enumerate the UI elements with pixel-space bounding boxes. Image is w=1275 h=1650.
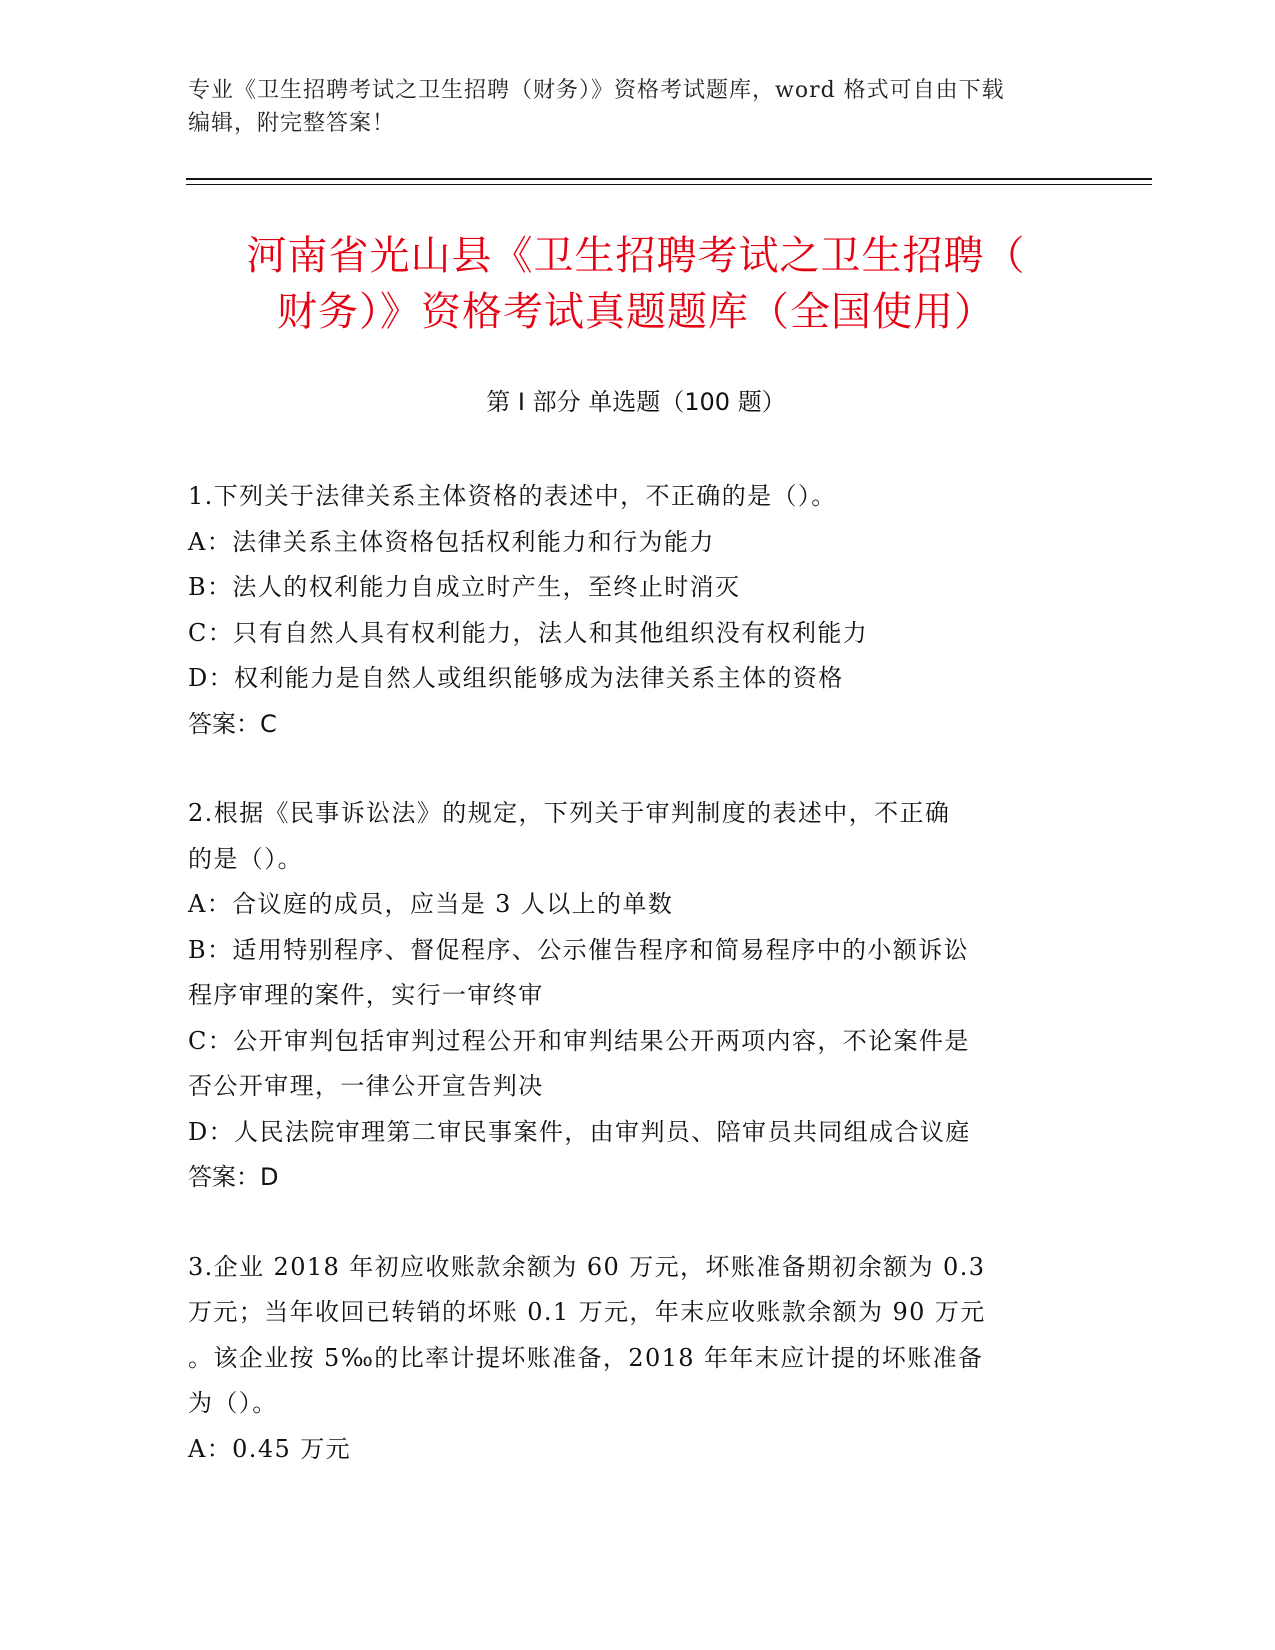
option-d: D：权利能力是自然人或组织能够成为法律关系主体的资格 — [188, 664, 844, 692]
option-b: B：法人的权利能力自成立时产生，至终止时消灭 — [188, 573, 741, 601]
question-stem-continued: 为（）。 — [188, 1389, 278, 1417]
question-stem-continued: 的是（）。 — [188, 844, 303, 873]
option-c: C：只有自然人具有权利能力，法人和其他组织没有权利能力 — [188, 618, 869, 647]
header-divider-thin — [186, 184, 1152, 185]
question-2 — [188, 791, 1068, 1201]
answer: 答案：C — [188, 709, 277, 738]
option-a: A：0.45 万元 — [188, 1434, 351, 1463]
question-stem: 3.企业 2018 年初应收账款余额为 60 万元，坏账准备期初余额为 0.3 — [188, 1252, 986, 1281]
option-a: A：法律关系主体资格包括权利能力和行为能力 — [188, 527, 715, 556]
header-note-line-2: 编辑，附完整答案！ — [188, 111, 396, 136]
option-c-continued: 否公开审理，一律公开宣告判决 — [188, 1072, 544, 1100]
question-3 — [188, 1245, 1068, 1473]
question-list — [188, 474, 1068, 1516]
option-d: D：人民法院审理第二审民事案件，由审判员、陪审员共同组成合议庭 — [188, 1117, 971, 1146]
document-title-line-1: 河南省光山县《卫生招聘考试之卫生招聘（ — [246, 233, 1026, 279]
header-note — [188, 74, 1068, 140]
section-title: 第 I 部分 单选题（100 题） — [486, 388, 786, 416]
question-1 — [188, 474, 1068, 747]
header-note-line-1: 专业《卫生招聘考试之卫生招聘（财务）》资格考试题库，word 格式可自由下载 — [188, 78, 1005, 103]
document-title — [186, 228, 1086, 340]
answer: 答案：D — [188, 1163, 279, 1191]
question-stem-continued: 。该企业按 5‰的比率计提坏账准备，2018 年年末应计提的坏账准备 — [188, 1343, 984, 1372]
question-stem: 1.下列关于法律关系主体资格的表述中，不正确的是（）。 — [188, 482, 837, 510]
option-b: B：适用特别程序、督促程序、公示催告程序和简易程序中的小额诉讼 — [188, 935, 970, 964]
option-a: A：合议庭的成员，应当是 3 人以上的单数 — [188, 890, 674, 918]
question-stem: 2.根据《民事诉讼法》的规定，下列关于审判制度的表述中，不正确 — [188, 799, 951, 827]
question-stem-continued: 万元；当年收回已转销的坏账 0.1 万元，年末应收账款余额为 90 万元 — [188, 1298, 986, 1326]
header-divider-thick — [186, 178, 1152, 180]
option-b-continued: 程序审理的案件，实行一审终审 — [188, 981, 544, 1009]
option-c: C：公开审判包括审判过程公开和审判结果公开两项内容，不论案件是 — [188, 1026, 970, 1055]
document-title-line-2: 财务）》资格考试真题题库（全国使用） — [277, 289, 995, 335]
